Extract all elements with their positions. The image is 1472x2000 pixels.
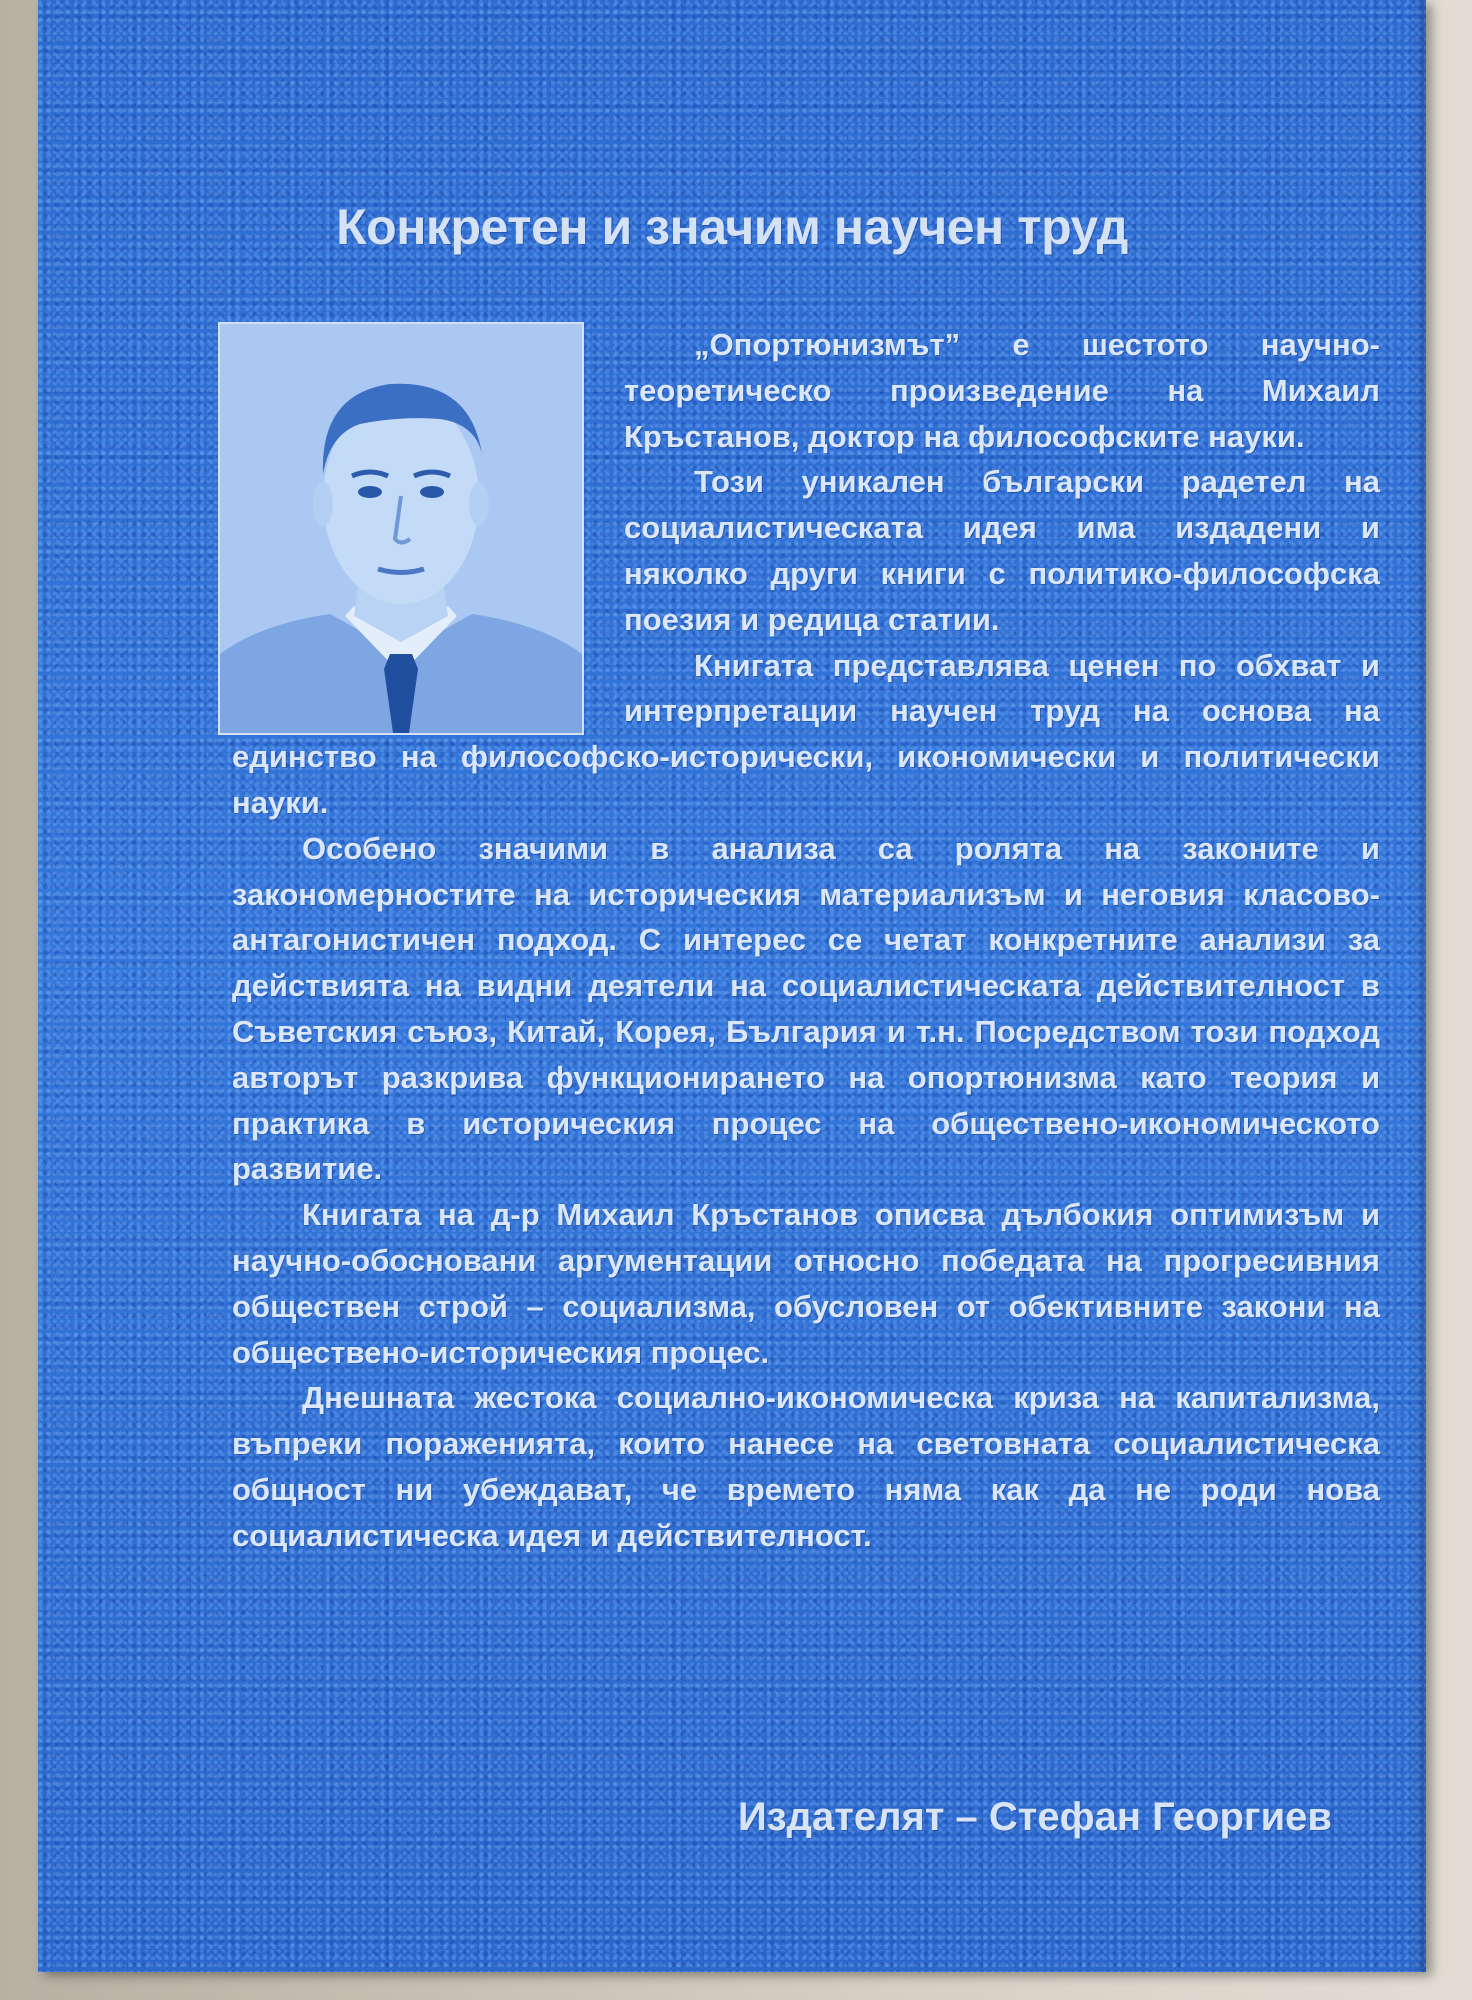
paragraph-4: Особено значими в анализа са ролята на законите и закономерностите на историческия материализъм и неговия класово-антагонистичен подход. С интерес се четат конкретните анализи за действията на видни деятели на социалистическата действителност в Съветския съюз, Китай, Корея, България и т.н. Посредством този подход авторът разкрива функционирането на опортюнизма като теория и практика в историческия процес на обществено-икономическото развитие.	[232, 830, 1380, 1187]
book-back-cover	[38, 0, 1426, 1972]
paragraph-6: Днешната жестока социално-икономическа криза на капитализма, въпреки пораженията, които нанесе на световната социалистическа общност ни убеждават, че времето няма как да не роди нова социалистическа идея и действителност.	[232, 1380, 1380, 1553]
paragraph-2: Този уникален български радетел на социалистическата идея има издадени и няколко други книги с политико-философска поезия и редица статии.	[624, 464, 1380, 637]
cover-title: Конкретен и значим научен труд	[336, 199, 1128, 255]
cover-body-text	[232, 322, 1380, 1559]
paragraph-1: „Опортюнизмът” е шестото научно-теоретическо произведение на Михаил Кръстанов, доктор на философските науки.	[624, 327, 1380, 454]
paragraph-3: Книгата представлява ценен по обхват и интерпретации научен труд на основа на единство на философско-исторически, икономически и политически науки.	[232, 647, 1380, 820]
paragraph-5: Книгата на д-р Михаил Кръстанов описва дълбокия оптимизъм и научно-обосновани аргументации относно победата на прогресивния обществен строй – социализма, обусловен от обективните закони на обществено-историческия процес.	[232, 1197, 1380, 1370]
publisher-signature: Издателят – Стефан Георгиев	[737, 1795, 1332, 1839]
cover-edge-shadow	[1412, 0, 1426, 1972]
portrait-wrap-space	[232, 322, 624, 726]
